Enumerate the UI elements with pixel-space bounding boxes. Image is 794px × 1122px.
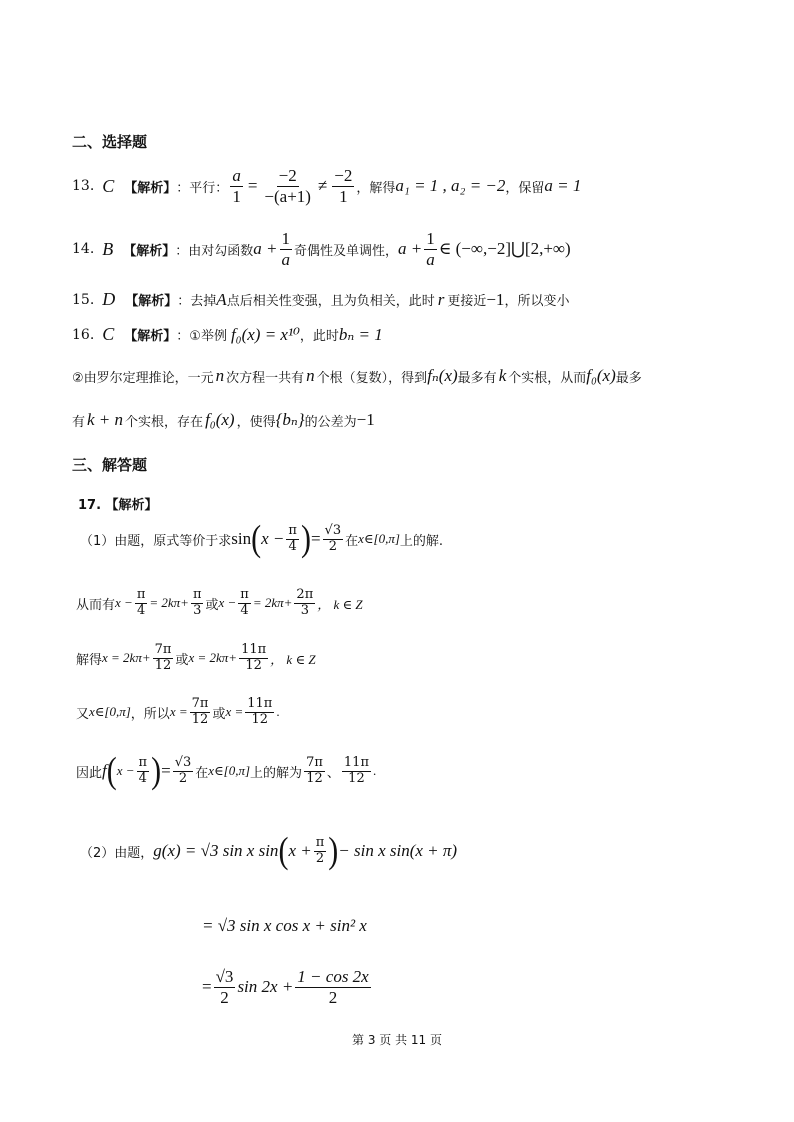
q13-tag: 【解析】: [124, 180, 177, 196]
q16-example: f₀(x) = x¹⁰: [230, 324, 300, 344]
q17-part1: （1）由题，原式等价于求 sin ( x − $\frac{\pi}{4}$ ) = $\frac{√3}{2}$ 在 x∈[0,π] 上的解.: [80, 518, 444, 560]
q14-tag: 【解析】: [123, 243, 176, 259]
q17-line-8: = $\frac{√3}{2}$ sin 2x + $\frac{1 - \cos 2x}{2}$: [202, 967, 369, 1007]
q16-tag: 【解析】: [124, 329, 177, 344]
q17-line-2: 从而有 x − $\frac{\pi}{4}$ = 2kπ+ $\frac{\pi}{3}$ 或 x − $\frac{\pi}{4}$ = 2kπ+ $\frac{2\pi}{3}$ ， k ∈ Z: [76, 587, 363, 618]
q14-line: [72, 229, 571, 269]
q17-line-3: 解得 x = 2kπ+ $\frac{7\pi}{12}$ 或 x = 2kπ+ $\frac{11\pi}{12}$ ， k ∈ Z: [76, 642, 316, 673]
q16-line-2: ②由罗尔定理推论，一元 n 次方程一共有 n 个根（复数），得到 fₙ(x) 最多有 k 个实根，从而 f₀(x) 最多: [72, 366, 642, 386]
q14-frac-2: $\frac{1}{a}$: [426, 229, 435, 269]
q16-bn: bₙ = 1: [338, 324, 383, 344]
q13-text-3: ，保留: [505, 180, 545, 196]
section-title-answer: 三、解答题: [72, 456, 148, 474]
q14-expr-a2: a +: [398, 239, 423, 259]
q15-text-1: ：去掉: [177, 294, 217, 309]
q16-line-1: [72, 324, 383, 345]
q15-r: r: [437, 289, 445, 309]
q14-text-1: ：由对勾函数: [175, 243, 254, 259]
q13-text-1: ：平行：: [176, 180, 229, 196]
page-footer: 第 3 页 共 11 页: [352, 1033, 442, 1047]
q14-number: 14.: [72, 241, 95, 258]
q15-line: [72, 289, 569, 310]
q14-frac-1: $\frac{1}{a}$: [281, 229, 291, 269]
q17-line-7: = √3 sin x cos x + sin² x: [202, 916, 367, 935]
q13-keep: a = 1: [544, 176, 582, 196]
q13-frac-2: $\frac{-2}{-(a+1)}$: [264, 166, 311, 206]
q15-text-3: 更接近: [447, 294, 487, 309]
q16-text-2: ，此时: [299, 329, 339, 344]
q15-number: 15.: [72, 291, 95, 308]
q13-frac-1: $\frac{a}{1}$: [232, 166, 241, 206]
q16-line-3: 有 k + n 个实根，存在 f₀(x) ，使得 {bₙ} 的公差为 −1: [72, 410, 375, 430]
q15-point-a: A: [216, 289, 227, 309]
q17-line-4: 又 x∈[0,π] ，所以 x = $\frac{7\pi}{12}$ 或 x = $\frac{11\pi}{12}$ .: [76, 696, 280, 727]
q13-solution: a₁ = 1 , a₂ = −2: [395, 176, 506, 196]
q15-text-2: 点后相关性变强，且为负相关，此时: [226, 294, 435, 309]
q14-answer: B: [102, 238, 114, 259]
q16-text-1: ：①举例: [176, 329, 227, 344]
q13-answer: C: [102, 175, 115, 196]
q15-text-4: ，所以变小: [504, 294, 570, 309]
q17-line-5: 因此 f ( x − $\frac{\pi}{4}$ ) = $\frac{√3}{2}$ 在 x∈[0,π] 上的解为 $\frac{7\pi}{12}$ 、 $\frac{11\pi}{12}$ .: [76, 750, 377, 792]
q13-frac-3: $\frac{-2}{1}$: [334, 166, 353, 206]
q15-answer: D: [102, 289, 116, 309]
q17-part2: （2）由题， g(x) = √3 sin x sin ( x + $\frac{\pi}{2}$ ) − sin x sin(x + π): [80, 830, 458, 872]
q16-answer: C: [102, 324, 115, 344]
q14-set: ∈ (−∞,−2]⋃[2,+∞): [438, 239, 571, 259]
q14-text-2: 奇偶性及单调性，: [294, 243, 399, 259]
q13-number: 13.: [72, 178, 95, 195]
q13-line: 13. C 【解析】 ：平行： $\frac{a}{1}$ = $\frac{-2}{-(a+1)}$ ≠ $\frac{-2}{1}$ ，解得 a₁ = 1 , a₂ = −2 ，保留 a = 1: [72, 166, 582, 206]
q14-expr-a: a +: [253, 239, 278, 259]
q15-tag: 【解析】: [125, 294, 178, 309]
q13-text-2: ，解得: [356, 180, 396, 196]
q17-head: 17. 【解析】: [78, 498, 158, 513]
q16-number: 16.: [72, 326, 95, 343]
q15-value: −1: [486, 289, 505, 309]
section-title-choice: 二、选择题: [72, 133, 148, 151]
